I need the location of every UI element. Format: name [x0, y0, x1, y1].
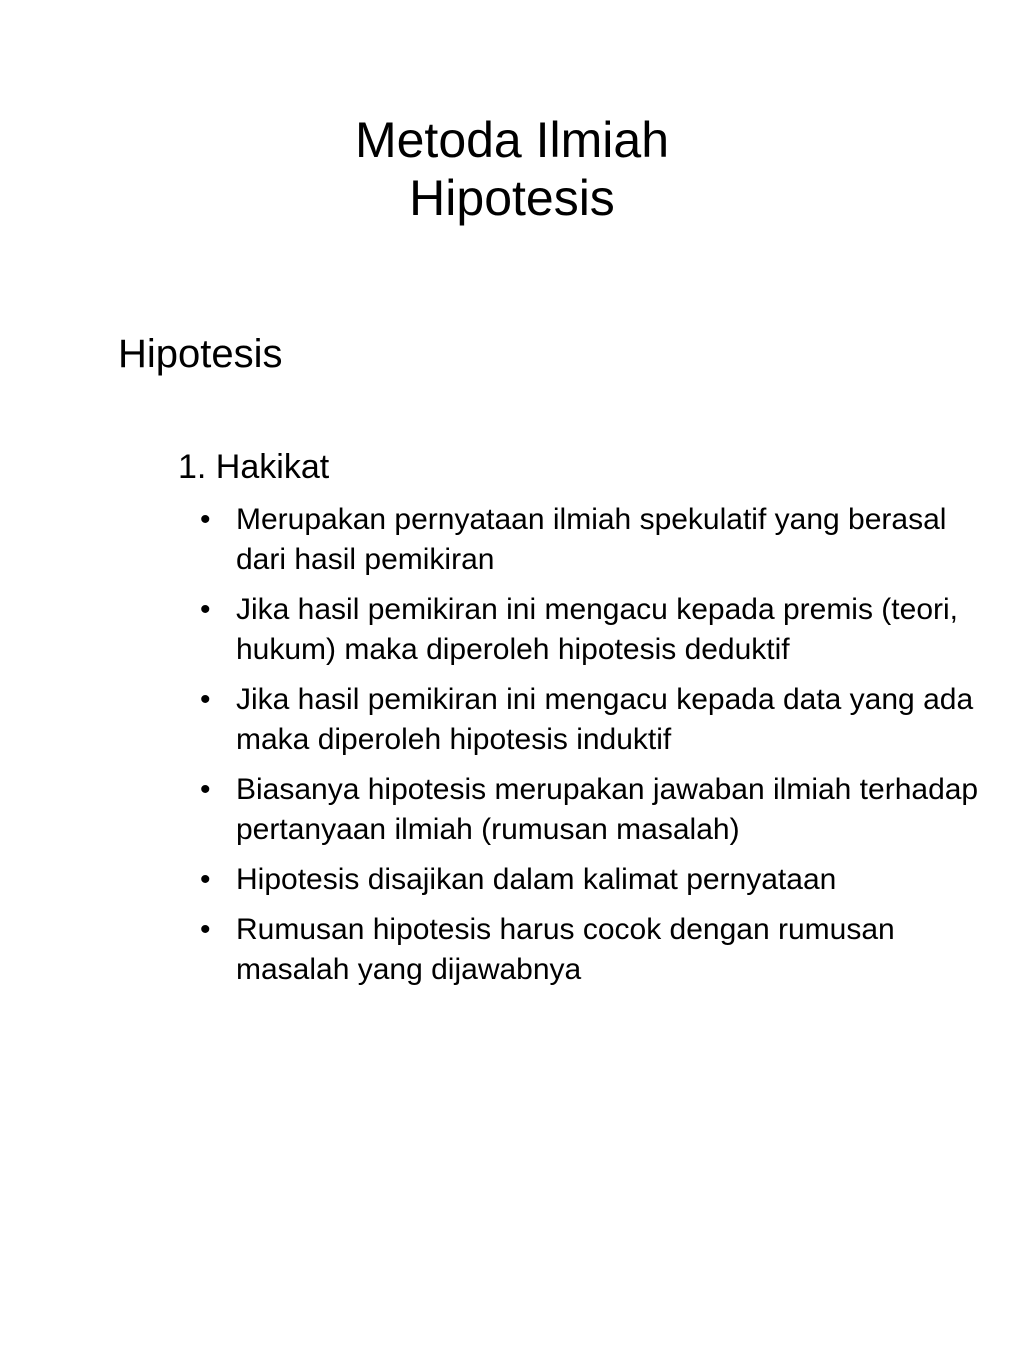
bullet-text: Hipotesis disajikan dalam kalimat pernyataan — [236, 863, 837, 896]
bullet-list — [200, 500, 990, 1000]
section-heading: Hipotesis — [118, 332, 283, 376]
bullet-text: Rumusan hipotesis harus cocok dengan rumusan masalah yang dijawabnya — [236, 913, 895, 986]
bullet-text: Merupakan pernyataan ilmiah spekulatif yang berasal dari hasil pemikiran — [236, 503, 947, 576]
title-line-2: Hipotesis — [409, 170, 615, 226]
title-line-1: Metoda Ilmiah — [354, 112, 670, 168]
bullet-icon: • — [200, 593, 211, 626]
bullet-item — [200, 500, 990, 580]
bullet-icon: • — [200, 863, 211, 896]
bullet-icon: • — [200, 773, 211, 806]
bullet-text: Biasanya hipotesis merupakan jawaban ilmiah terhadap pertanyaan ilmiah (rumusan masalah) — [236, 773, 979, 846]
bullet-text: Jika hasil pemikiran ini mengacu kepada premis (teori, hukum) maka diperoleh hipotesis deduktif — [236, 593, 958, 666]
bullet-item — [200, 680, 990, 760]
bullet-item — [200, 590, 990, 670]
subsection-heading: 1. Hakikat — [178, 448, 330, 486]
bullet-item — [200, 770, 990, 850]
bullet-item — [200, 860, 990, 900]
bullet-text: Jika hasil pemikiran ini mengacu kepada data yang ada maka diperoleh hipotesis induktif — [236, 683, 974, 756]
bullet-icon: • — [200, 503, 211, 536]
bullet-item — [200, 910, 990, 990]
bullet-icon: • — [200, 913, 211, 946]
bullet-icon: • — [200, 683, 211, 716]
slide-title — [0, 111, 1024, 227]
